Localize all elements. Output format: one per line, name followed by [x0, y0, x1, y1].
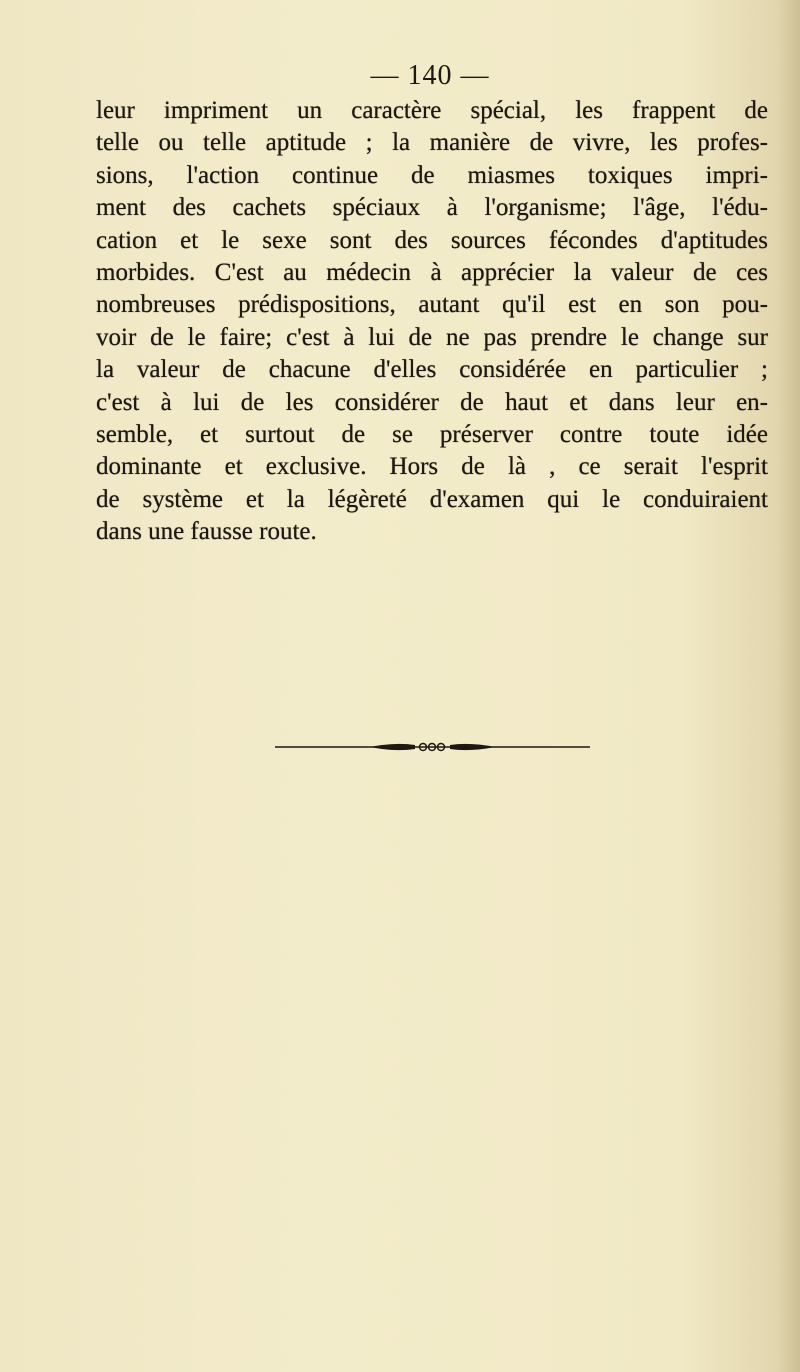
- body-text: [96, 95, 768, 548]
- text-line: la valeur de chacune d'elles considérée en particulier ;: [96, 356, 768, 384]
- text-line: morbides. C'est au médecin à apprécier la valeur de ces: [96, 258, 768, 286]
- text-line: de système et la légèreté d'examen qui le conduiraient: [96, 485, 768, 513]
- text-line: ment des cachets spéciaux à l'organisme; l'âge, l'édu-: [96, 194, 768, 222]
- text-line: leur impriment un caractère spécial, les frappent de: [96, 97, 768, 124]
- tailpiece-rule-icon: [275, 740, 590, 754]
- text-line: cation et le sexe sont des sources fécondes d'aptitudes: [96, 226, 768, 254]
- text-line: semble, et surtout de se préserver contre toute idée: [96, 420, 768, 448]
- text-line: sions, l'action continue de miasmes toxiques impri-: [96, 161, 768, 189]
- text-line: nombreuses prédispositions, autant qu'il est en son pou-: [96, 291, 768, 319]
- text-line: dominante et exclusive. Hors de là , ce serait l'esprit: [96, 453, 768, 481]
- text-line: dans une fausse route.: [96, 518, 317, 546]
- text-line: telle ou telle aptitude ; la manière de vivre, les profes-: [96, 129, 768, 157]
- page-number: — 140 —: [370, 60, 490, 91]
- text-line: c'est à lui de les considérer de haut et dans leur en-: [96, 388, 768, 416]
- text-line: voir de le faire; c'est à lui de ne pas prendre le change sur: [96, 323, 768, 351]
